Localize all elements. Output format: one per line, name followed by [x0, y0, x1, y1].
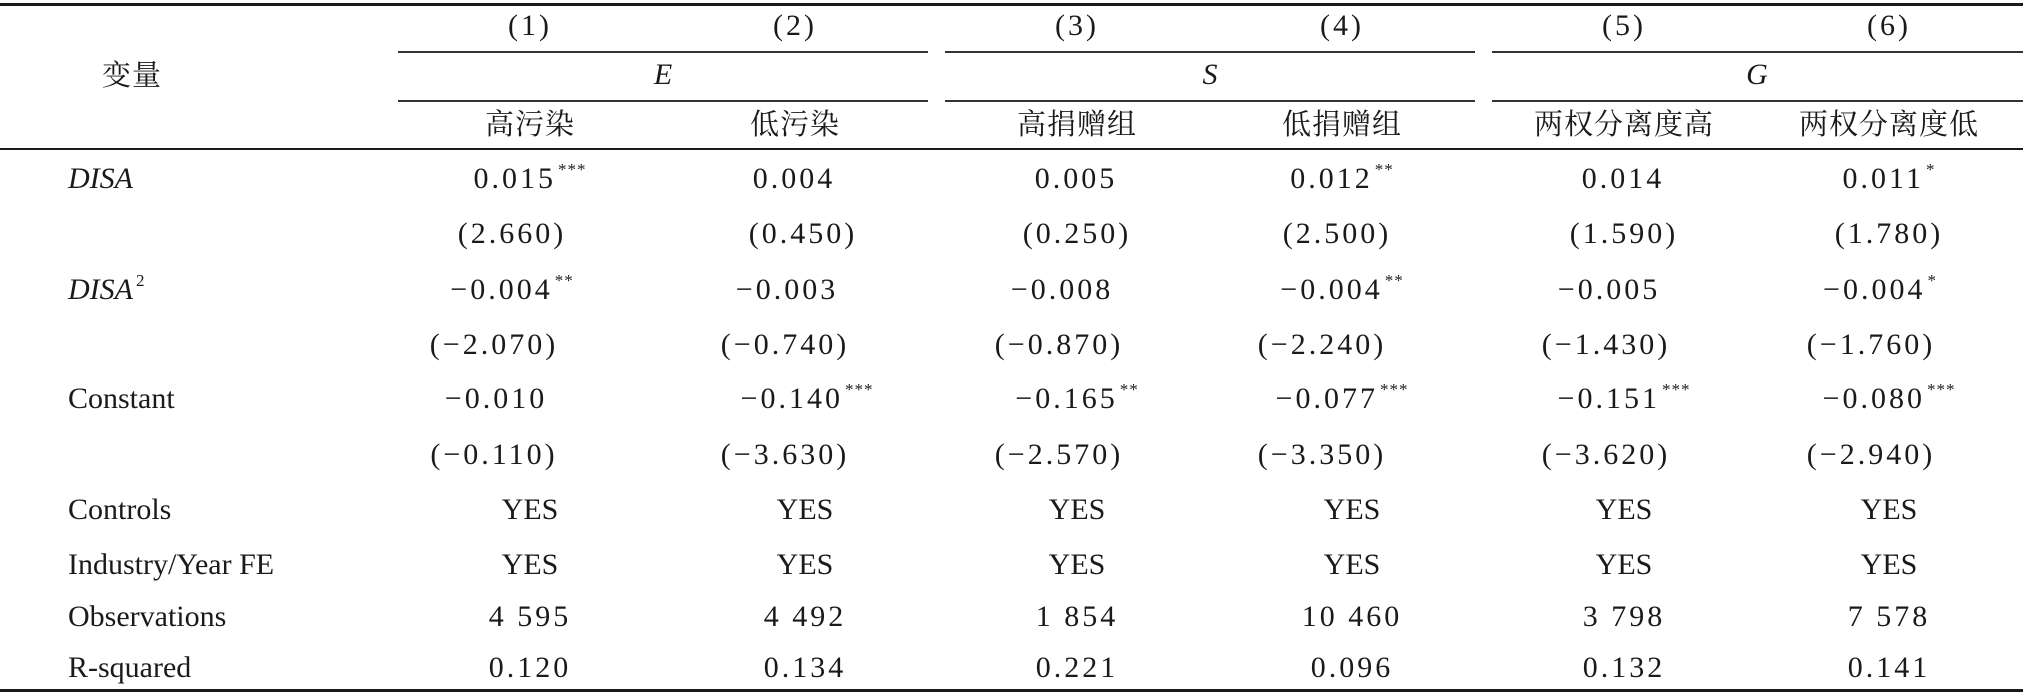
row-label-controls: Controls — [68, 493, 172, 526]
tstat-constant-2: (−3.630) — [720, 438, 850, 471]
r-squared-3: 0.221 — [1035, 651, 1119, 684]
controls-2: YES — [776, 493, 834, 526]
coef-disa-squared-1: −0.004 ** — [450, 271, 574, 306]
fe-3: YES — [1048, 548, 1106, 581]
coef-constant-5: −0.151 *** — [1557, 380, 1691, 415]
coef-constant-3: −0.165 ** — [1015, 380, 1139, 415]
col-number-5: (5) — [1602, 9, 1646, 42]
tstat-constant-6: (−2.940) — [1806, 438, 1936, 471]
group-header-s: S — [1202, 58, 1218, 91]
tstat-constant-4: (−3.350) — [1257, 438, 1387, 471]
controls-1: YES — [501, 493, 559, 526]
coef-disa-1: 0.015 *** — [473, 160, 587, 195]
coef-disa-6: 0.011 * — [1842, 160, 1936, 195]
tstat-disa-5: (1.590) — [1569, 217, 1679, 250]
fe-4: YES — [1323, 548, 1381, 581]
tstat-disa-squared-6: (−1.760) — [1806, 328, 1936, 361]
row-label-r-squared: R-squared — [68, 651, 192, 684]
r-squared-6: 0.141 — [1847, 651, 1931, 684]
row-label-disa-squared-exponent: 2 — [135, 271, 145, 290]
coef-disa-squared-4: −0.004 ** — [1280, 271, 1404, 306]
tstat-constant-1: (−0.110) — [430, 438, 558, 471]
group-header-g: G — [1746, 58, 1768, 91]
header-bottom-rule — [0, 148, 2023, 150]
col-number-2: (2) — [773, 9, 817, 42]
tstat-disa-squared-1: (−2.070) — [429, 328, 559, 361]
tstat-disa-squared-2: (−0.740) — [720, 328, 850, 361]
observations-1: 4 595 — [488, 600, 572, 633]
r-squared-5: 0.132 — [1582, 651, 1666, 684]
coef-constant-2: −0.140 *** — [740, 380, 874, 415]
observations-3: 1 854 — [1035, 600, 1119, 633]
coef-disa-2: 0.004 — [752, 162, 836, 195]
coef-disa-5: 0.014 — [1581, 162, 1665, 195]
controls-4: YES — [1323, 493, 1381, 526]
group-rule-e — [398, 51, 928, 53]
row-label-disa-squared-text: DISA — [68, 273, 133, 306]
coef-constant-6: −0.080 *** — [1822, 380, 1956, 415]
coef-constant-4: −0.077 *** — [1275, 380, 1409, 415]
tstat-disa-squared-3: (−0.870) — [994, 328, 1124, 361]
observations-4: 10 460 — [1301, 600, 1403, 633]
fe-6: YES — [1860, 548, 1918, 581]
subhead-5: 两权分离度高 — [1533, 107, 1715, 141]
subhead-1: 高污染 — [484, 107, 576, 141]
observations-6: 7 578 — [1847, 600, 1931, 633]
fe-2: YES — [776, 548, 834, 581]
col-number-3: (3) — [1055, 9, 1099, 42]
controls-6: YES — [1860, 493, 1918, 526]
r-squared-4: 0.096 — [1310, 651, 1394, 684]
coef-disa-squared-6: −0.004 * — [1823, 271, 1937, 306]
subhead-4: 低捐赠组 — [1281, 107, 1403, 141]
group-header-e: E — [653, 58, 673, 91]
row-label-observations: Observations — [68, 600, 227, 633]
coef-disa-squared-2: −0.003 — [735, 273, 839, 306]
group-rule-s — [945, 51, 1475, 53]
observations-5: 3 798 — [1582, 600, 1666, 633]
coef-disa-3: 0.005 — [1034, 162, 1118, 195]
observations-2: 4 492 — [763, 600, 847, 633]
controls-5: YES — [1595, 493, 1653, 526]
tstat-constant-5: (−3.620) — [1541, 438, 1671, 471]
row-label-disa: DISA — [68, 162, 133, 195]
subhead-rule-e — [398, 100, 928, 102]
coef-disa-squared-5: −0.005 — [1557, 273, 1661, 306]
tstat-disa-4: (2.500) — [1282, 217, 1392, 250]
row-label-disa-squared — [68, 272, 144, 312]
fe-5: YES — [1595, 548, 1653, 581]
variable-header: 变量 — [102, 58, 163, 92]
tstat-disa-squared-4: (−2.240) — [1257, 328, 1387, 361]
tstat-disa-2: (0.450) — [748, 217, 858, 250]
subhead-rule-g — [1492, 100, 2023, 102]
subhead-rule-s — [945, 100, 1475, 102]
fe-1: YES — [501, 548, 559, 581]
tstat-disa-6: (1.780) — [1834, 217, 1944, 250]
tstat-disa-1: (2.660) — [457, 217, 567, 250]
top-rule — [0, 3, 2023, 6]
col-number-1: (1) — [508, 9, 552, 42]
tstat-disa-3: (0.250) — [1022, 217, 1132, 250]
subhead-6: 两权分离度低 — [1798, 107, 1980, 141]
r-squared-2: 0.134 — [763, 651, 847, 684]
tstat-disa-squared-5: (−1.430) — [1541, 328, 1671, 361]
row-label-constant: Constant — [68, 382, 175, 415]
coef-disa-4: 0.012 ** — [1290, 160, 1394, 195]
bottom-rule — [0, 689, 2023, 692]
coef-constant-1: −0.010 — [444, 382, 548, 415]
col-number-4: (4) — [1320, 9, 1364, 42]
col-number-6: (6) — [1867, 9, 1911, 42]
row-label-fe: Industry/Year FE — [68, 548, 275, 581]
r-squared-1: 0.120 — [488, 651, 572, 684]
tstat-constant-3: (−2.570) — [994, 438, 1124, 471]
subhead-2: 低污染 — [749, 107, 841, 141]
subhead-3: 高捐赠组 — [1016, 107, 1138, 141]
group-rule-g — [1492, 51, 2023, 53]
coef-disa-squared-3: −0.008 — [1010, 273, 1114, 306]
controls-3: YES — [1048, 493, 1106, 526]
